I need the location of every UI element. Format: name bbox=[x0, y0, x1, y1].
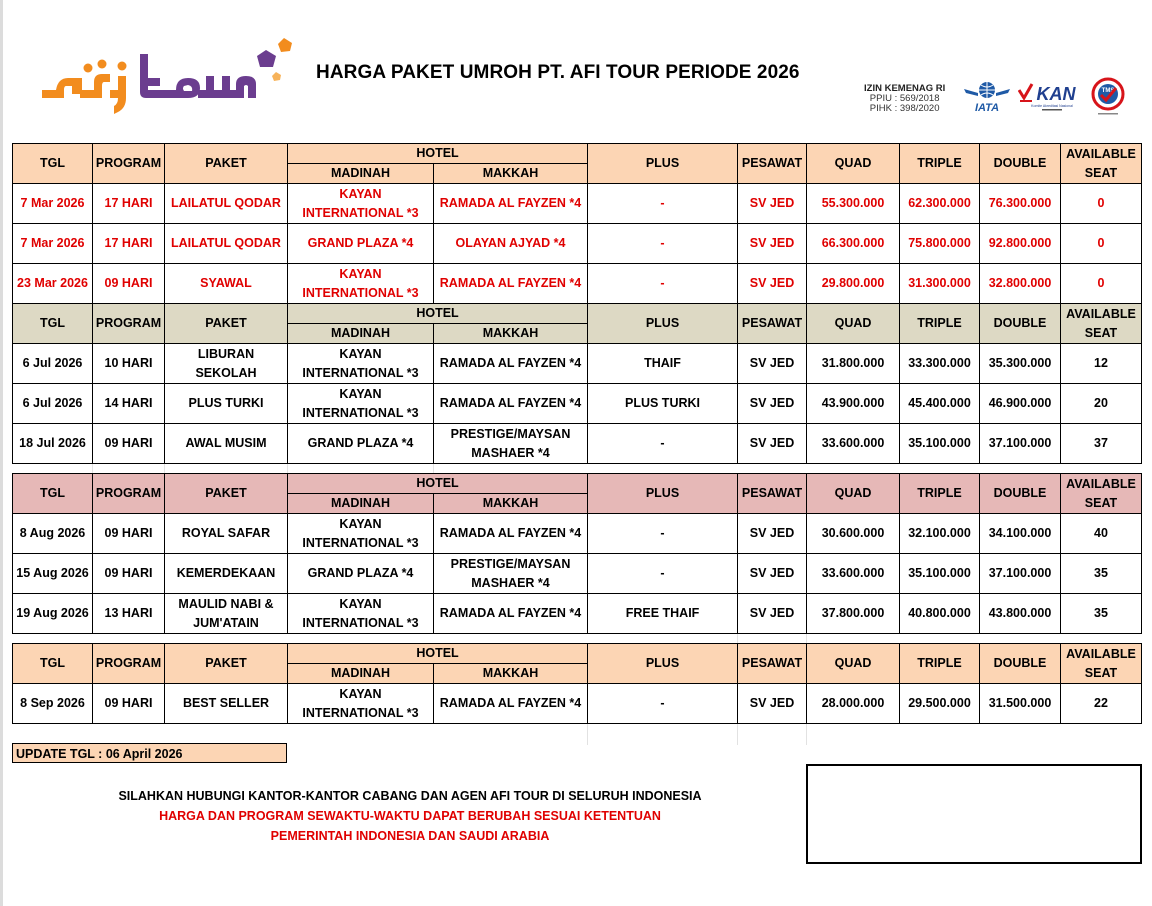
sheet-gridline bbox=[587, 723, 588, 745]
tms-certified-icon bbox=[1088, 76, 1128, 118]
iata-badge bbox=[962, 80, 1012, 114]
cell-quad: 66.300.000 bbox=[807, 224, 900, 264]
cell-triple: 31.300.000 bbox=[900, 264, 980, 304]
col-pesawat: PESAWAT bbox=[738, 644, 807, 684]
cell-madinah: KAYAN INTERNATIONAL *3 bbox=[288, 344, 434, 384]
col-paket: PAKET bbox=[165, 474, 288, 514]
col-program: PROGRAM bbox=[93, 474, 165, 514]
cell-quad: 31.800.000 bbox=[807, 344, 900, 384]
cell-makkah: PRESTIGE/MAYSAN MASHAER *4 bbox=[434, 424, 588, 464]
col-makkah: MAKKAH bbox=[434, 164, 588, 184]
cell-plus: FREE THAIF bbox=[588, 594, 738, 634]
cell-plus: - bbox=[588, 684, 738, 724]
cell-pesawat: SV JED bbox=[738, 424, 807, 464]
cell-pesawat: SV JED bbox=[738, 514, 807, 554]
cell-program: 13 HARI bbox=[93, 594, 165, 634]
cell-makkah: RAMADA AL FAYZEN *4 bbox=[434, 184, 588, 224]
cell-makkah: RAMADA AL FAYZEN *4 bbox=[434, 684, 588, 724]
col-program: PROGRAM bbox=[93, 144, 165, 184]
col-tgl: TGL bbox=[13, 304, 93, 344]
cell-plus: - bbox=[588, 514, 738, 554]
kan-badge bbox=[1018, 82, 1080, 116]
cell-program: 09 HARI bbox=[93, 684, 165, 724]
license-info bbox=[864, 84, 945, 114]
cell-pesawat: SV JED bbox=[738, 554, 807, 594]
cell-paket: KEMERDEKAAN bbox=[165, 554, 288, 594]
sheet-gridline bbox=[164, 463, 165, 473]
tms-certified-badge bbox=[1088, 76, 1128, 118]
cell-seat: 0 bbox=[1061, 184, 1142, 224]
cell-quad: 29.800.000 bbox=[807, 264, 900, 304]
package-table-september bbox=[12, 643, 1142, 724]
cell-tgl: 23 Mar 2026 bbox=[13, 264, 93, 304]
col-available-seat: AVAILABLE SEAT bbox=[1061, 644, 1142, 684]
col-tgl: TGL bbox=[13, 474, 93, 514]
cell-tgl: 7 Mar 2026 bbox=[13, 184, 93, 224]
cell-madinah: KAYAN INTERNATIONAL *3 bbox=[288, 384, 434, 424]
col-hotel: HOTEL bbox=[288, 304, 588, 324]
cell-double: 76.300.000 bbox=[980, 184, 1061, 224]
cell-makkah: RAMADA AL FAYZEN *4 bbox=[434, 344, 588, 384]
cell-double: 35.300.000 bbox=[980, 344, 1061, 384]
cell-quad: 55.300.000 bbox=[807, 184, 900, 224]
cell-madinah: KAYAN INTERNATIONAL *3 bbox=[288, 684, 434, 724]
cell-pesawat: SV JED bbox=[738, 224, 807, 264]
col-hotel: HOTEL bbox=[288, 144, 588, 164]
col-paket: PAKET bbox=[165, 304, 288, 344]
cell-makkah: RAMADA AL FAYZEN *4 bbox=[434, 594, 588, 634]
col-quad: QUAD bbox=[807, 644, 900, 684]
cell-quad: 33.600.000 bbox=[807, 424, 900, 464]
table-row[interactable] bbox=[13, 344, 1142, 384]
svg-text:Komite Akreditasi Nasional: Komite Akreditasi Nasional bbox=[1031, 104, 1073, 108]
sheet-gridline bbox=[287, 463, 288, 473]
cell-pesawat: SV JED bbox=[738, 344, 807, 384]
cell-triple: 62.300.000 bbox=[900, 184, 980, 224]
col-quad: QUAD bbox=[807, 474, 900, 514]
cell-tgl: 15 Aug 2026 bbox=[13, 554, 93, 594]
cell-makkah: RAMADA AL FAYZEN *4 bbox=[434, 384, 588, 424]
cell-seat: 20 bbox=[1061, 384, 1142, 424]
cell-pesawat: SV JED bbox=[738, 594, 807, 634]
cell-paket: LIBURAN SEKOLAH bbox=[165, 344, 288, 384]
table-row[interactable] bbox=[13, 384, 1142, 424]
cell-paket: MAULID NABI & JUM'ATAIN bbox=[165, 594, 288, 634]
cell-madinah: KAYAN INTERNATIONAL *3 bbox=[288, 184, 434, 224]
col-quad: QUAD bbox=[807, 144, 900, 184]
cell-triple: 75.800.000 bbox=[900, 224, 980, 264]
cell-triple: 33.300.000 bbox=[900, 344, 980, 384]
col-makkah: MAKKAH bbox=[434, 324, 588, 344]
cell-madinah: GRAND PLAZA *4 bbox=[288, 424, 434, 464]
cell-plus: - bbox=[588, 224, 738, 264]
col-available-seat: AVAILABLE SEAT bbox=[1061, 474, 1142, 514]
cell-double: 43.800.000 bbox=[980, 594, 1061, 634]
col-madinah: MADINAH bbox=[288, 164, 434, 184]
cell-paket: LAILATUL QODAR bbox=[165, 224, 288, 264]
table-row[interactable] bbox=[13, 514, 1142, 554]
disclaimer-line-1: HARGA DAN PROGRAM SEWAKTU-WAKTU DAPAT BERUBAH SESUAI KETENTUAN bbox=[159, 809, 661, 823]
table-row[interactable] bbox=[13, 594, 1142, 634]
cell-program: 17 HARI bbox=[93, 184, 165, 224]
footer-notes bbox=[100, 786, 720, 846]
cell-plus: - bbox=[588, 554, 738, 594]
col-paket: PAKET bbox=[165, 144, 288, 184]
cell-plus: - bbox=[588, 264, 738, 304]
cell-double: 46.900.000 bbox=[980, 384, 1061, 424]
col-triple: TRIPLE bbox=[900, 144, 980, 184]
col-quad: QUAD bbox=[807, 304, 900, 344]
cell-tgl: 6 Jul 2026 bbox=[13, 344, 93, 384]
table-row[interactable] bbox=[13, 224, 1142, 264]
cell-double: 37.100.000 bbox=[980, 554, 1061, 594]
cell-madinah: KAYAN INTERNATIONAL *3 bbox=[288, 594, 434, 634]
cell-plus: - bbox=[588, 424, 738, 464]
cell-tgl: 19 Aug 2026 bbox=[13, 594, 93, 634]
cell-paket: PLUS TURKI bbox=[165, 384, 288, 424]
cell-tgl: 7 Mar 2026 bbox=[13, 224, 93, 264]
sheet-gridline bbox=[0, 0, 3, 906]
cell-triple: 35.100.000 bbox=[900, 554, 980, 594]
col-plus: PLUS bbox=[588, 144, 738, 184]
col-plus: PLUS bbox=[588, 474, 738, 514]
cell-paket: LAILATUL QODAR bbox=[165, 184, 288, 224]
col-pesawat: PESAWAT bbox=[738, 304, 807, 344]
cell-triple: 45.400.000 bbox=[900, 384, 980, 424]
cell-paket: AWAL MUSIM bbox=[165, 424, 288, 464]
svg-text:IATA: IATA bbox=[974, 102, 1000, 114]
cell-pesawat: SV JED bbox=[738, 384, 807, 424]
cell-madinah: GRAND PLAZA *4 bbox=[288, 554, 434, 594]
cell-paket: SYAWAL bbox=[165, 264, 288, 304]
cell-program: 09 HARI bbox=[93, 514, 165, 554]
col-makkah: MAKKAH bbox=[434, 494, 588, 514]
col-available-seat: AVAILABLE SEAT bbox=[1061, 304, 1142, 344]
col-available-seat: AVAILABLE SEAT bbox=[1061, 144, 1142, 184]
cell-seat: 22 bbox=[1061, 684, 1142, 724]
afi-tour-logo bbox=[36, 36, 296, 120]
kan-logo-icon bbox=[1018, 82, 1080, 116]
col-plus: PLUS bbox=[588, 644, 738, 684]
col-double: DOUBLE bbox=[980, 304, 1061, 344]
col-plus: PLUS bbox=[588, 304, 738, 344]
col-hotel: HOTEL bbox=[288, 474, 588, 494]
cell-plus: THAIF bbox=[588, 344, 738, 384]
cell-madinah: KAYAN INTERNATIONAL *3 bbox=[288, 264, 434, 304]
cell-makkah: RAMADA AL FAYZEN *4 bbox=[434, 264, 588, 304]
col-pesawat: PESAWAT bbox=[738, 474, 807, 514]
cell-makkah: PRESTIGE/MAYSAN MASHAER *4 bbox=[434, 554, 588, 594]
svg-text:KAN: KAN bbox=[1036, 84, 1076, 104]
table-row[interactable] bbox=[13, 554, 1142, 594]
col-triple: TRIPLE bbox=[900, 304, 980, 344]
cell-seat: 40 bbox=[1061, 514, 1142, 554]
cell-pesawat: SV JED bbox=[738, 264, 807, 304]
cell-tgl: 18 Jul 2026 bbox=[13, 424, 93, 464]
cell-program: 10 HARI bbox=[93, 344, 165, 384]
cell-seat: 35 bbox=[1061, 594, 1142, 634]
col-tgl: TGL bbox=[13, 144, 93, 184]
cell-program: 09 HARI bbox=[93, 424, 165, 464]
cell-makkah: OLAYAN AJYAD *4 bbox=[434, 224, 588, 264]
col-madinah: MADINAH bbox=[288, 664, 434, 684]
col-pesawat: PESAWAT bbox=[738, 144, 807, 184]
cell-program: 09 HARI bbox=[93, 264, 165, 304]
cell-madinah: GRAND PLAZA *4 bbox=[288, 224, 434, 264]
svg-text:TMS: TMS bbox=[1101, 88, 1115, 94]
logo-icon bbox=[36, 36, 296, 120]
col-tgl: TGL bbox=[13, 644, 93, 684]
iata-logo-icon bbox=[962, 80, 1012, 114]
table-row[interactable] bbox=[13, 684, 1142, 724]
contact-note: SILAHKAN HUBUNGI KANTOR-KANTOR CABANG DAN AGEN AFI TOUR DI SELURUH INDONESIA bbox=[118, 789, 702, 803]
package-table-july bbox=[12, 303, 1142, 464]
cell-tgl: 8 Aug 2026 bbox=[13, 514, 93, 554]
sheet-gridline bbox=[806, 723, 807, 745]
cell-quad: 37.800.000 bbox=[807, 594, 900, 634]
cell-paket: BEST SELLER bbox=[165, 684, 288, 724]
table-row[interactable] bbox=[13, 424, 1142, 464]
col-madinah: MADINAH bbox=[288, 494, 434, 514]
package-table-march bbox=[12, 143, 1142, 304]
cell-triple: 32.100.000 bbox=[900, 514, 980, 554]
page-title: HARGA PAKET UMROH PT. AFI TOUR PERIODE 2026 bbox=[316, 62, 800, 83]
cell-tgl: 6 Jul 2026 bbox=[13, 384, 93, 424]
cell-tgl: 8 Sep 2026 bbox=[13, 684, 93, 724]
pihk-number: PIHK : 398/2020 bbox=[869, 103, 940, 114]
col-triple: TRIPLE bbox=[900, 474, 980, 514]
cell-double: 34.100.000 bbox=[980, 514, 1061, 554]
cell-pesawat: SV JED bbox=[738, 184, 807, 224]
cell-plus: PLUS TURKI bbox=[588, 384, 738, 424]
disclaimer-line-2: PEMERINTAH INDONESIA DAN SAUDI ARABIA bbox=[270, 829, 550, 843]
cell-seat: 0 bbox=[1061, 264, 1142, 304]
cell-paket: ROYAL SAFAR bbox=[165, 514, 288, 554]
cell-pesawat: SV JED bbox=[738, 684, 807, 724]
license-authority: IZIN KEMENAG RI bbox=[864, 83, 946, 94]
cell-quad: 33.600.000 bbox=[807, 554, 900, 594]
cell-double: 32.800.000 bbox=[980, 264, 1061, 304]
col-double: DOUBLE bbox=[980, 644, 1061, 684]
col-double: DOUBLE bbox=[980, 474, 1061, 514]
cell-triple: 35.100.000 bbox=[900, 424, 980, 464]
cell-quad: 28.000.000 bbox=[807, 684, 900, 724]
cell-program: 14 HARI bbox=[93, 384, 165, 424]
cell-program: 09 HARI bbox=[93, 554, 165, 594]
table-row[interactable] bbox=[13, 264, 1142, 304]
sheet-gridline bbox=[92, 463, 93, 473]
cell-plus: - bbox=[588, 184, 738, 224]
col-double: DOUBLE bbox=[980, 144, 1061, 184]
col-hotel: HOTEL bbox=[288, 644, 588, 664]
cell-triple: 40.800.000 bbox=[900, 594, 980, 634]
cell-quad: 30.600.000 bbox=[807, 514, 900, 554]
table-row[interactable] bbox=[13, 184, 1142, 224]
cell-makkah: RAMADA AL FAYZEN *4 bbox=[434, 514, 588, 554]
ppiu-number: PPIU : 569/2018 bbox=[869, 93, 940, 104]
col-makkah: MAKKAH bbox=[434, 664, 588, 684]
cell-program: 17 HARI bbox=[93, 224, 165, 264]
cell-madinah: KAYAN INTERNATIONAL *3 bbox=[288, 514, 434, 554]
cell-seat: 12 bbox=[1061, 344, 1142, 384]
cell-seat: 37 bbox=[1061, 424, 1142, 464]
col-program: PROGRAM bbox=[93, 644, 165, 684]
sheet-gridline bbox=[737, 723, 738, 745]
col-paket: PAKET bbox=[165, 644, 288, 684]
sheet-gridline bbox=[737, 633, 738, 643]
cell-quad: 43.900.000 bbox=[807, 384, 900, 424]
cell-double: 92.800.000 bbox=[980, 224, 1061, 264]
cell-seat: 0 bbox=[1061, 224, 1142, 264]
cell-seat: 35 bbox=[1061, 554, 1142, 594]
col-program: PROGRAM bbox=[93, 304, 165, 344]
empty-stamp-box bbox=[806, 764, 1142, 864]
col-madinah: MADINAH bbox=[288, 324, 434, 344]
sheet-gridline bbox=[806, 633, 807, 643]
update-date-label: UPDATE TGL : 06 April 2026 bbox=[12, 743, 287, 763]
cell-double: 37.100.000 bbox=[980, 424, 1061, 464]
package-table-august bbox=[12, 473, 1142, 634]
sheet-gridline bbox=[433, 463, 434, 473]
col-triple: TRIPLE bbox=[900, 644, 980, 684]
cell-double: 31.500.000 bbox=[980, 684, 1061, 724]
cell-triple: 29.500.000 bbox=[900, 684, 980, 724]
